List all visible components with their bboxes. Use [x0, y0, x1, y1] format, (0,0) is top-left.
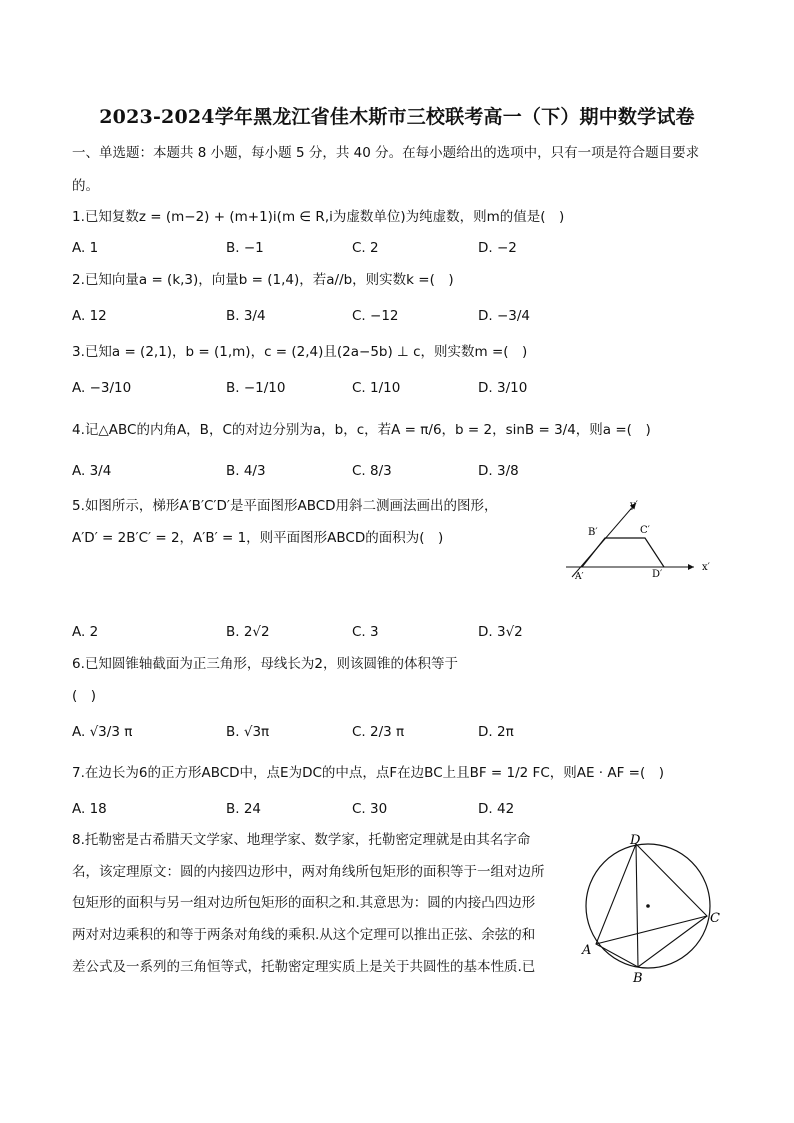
- question-5-stem: 5.如图所示，梯形A′B′C′D′是平面图形ABCD用斜二测画法画出的图形，: [72, 498, 498, 514]
- diagonal-ac: [596, 916, 707, 944]
- section-heading-cont: 的。: [72, 178, 99, 194]
- q6-option-a: A. √3/3 π: [72, 724, 133, 740]
- question-8-line-2: 名，该定理原文：圆的内接四边形中，两对角线所包矩形的面积等于一组对边所: [72, 864, 545, 880]
- question-5-stem-cont: A′D′ = 2B′C′ = 2，A′B′ = 1，则平面图形ABCD的面积为( ): [72, 530, 444, 546]
- q1-option-b: B. −1: [226, 240, 264, 256]
- quadrilateral: [596, 844, 707, 967]
- q1-option-a: A. 1: [72, 240, 99, 256]
- question-3-stem: 3.已知a = (2,1)，b = (1,m)，c = (2,4)且(2a−5b) ⊥ c，则实数m =( ): [72, 344, 528, 360]
- q2-option-b: B. 3/4: [226, 308, 266, 324]
- question-8-line-4: 两对对边乘积的和等于两条对角线的乘积.从这个定理可以推出正弦、余弦的和: [72, 927, 536, 943]
- q6-option-c: C. 2/3 π: [352, 724, 405, 740]
- q2-option-d: D. −3/4: [478, 308, 531, 324]
- q5-option-a: A. 2: [72, 624, 99, 640]
- q7-option-c: C. 30: [352, 801, 388, 817]
- q3-option-d: D. 3/10: [478, 380, 528, 396]
- page-title: 2023-2024学年黑龙江省佳木斯市三校联考高一（下）期中数学试卷: [99, 106, 695, 128]
- q7-option-a: A. 18: [72, 801, 107, 817]
- label-d: D: [630, 833, 641, 848]
- q6-option-d: D. 2π: [478, 724, 514, 740]
- q5-option-b: B. 2√2: [226, 624, 270, 640]
- q4-option-d: D. 3/8: [478, 463, 519, 479]
- section-heading: 一、单选题：本题共 8 小题，每小题 5 分，共 40 分。在每小题给出的选项中，只有一项是符合题目要求: [72, 145, 700, 161]
- q5-option-c: C. 3: [352, 624, 379, 640]
- label-x-prime: x′: [702, 562, 710, 573]
- q3-option-b: B. −1/10: [226, 380, 286, 396]
- q3-option-c: C. 1/10: [352, 380, 401, 396]
- q7-option-b: B. 24: [226, 801, 262, 817]
- q2-option-a: A. 12: [72, 308, 107, 324]
- label-c: C: [710, 911, 720, 926]
- question-8-line-3: 包矩形的面积与另一组对边所包矩形的面积之和.其意思为：圆的内接凸四边形: [72, 895, 536, 911]
- q5-option-d: D. 3√2: [478, 624, 523, 640]
- question-4-stem: 4.记△ABC的内角A，B，C的对边分别为a，b，c，若A = π/6，b = 2，sinB = 3/4，则a =( ): [72, 422, 651, 438]
- center-point: [646, 904, 650, 908]
- q4-option-b: B. 4/3: [226, 463, 266, 479]
- label-a-prime: A′: [575, 572, 584, 582]
- question-8-line-1: 8.托勒密是古希腊天文学家、地理学家、数学家，托勒密定理就是由其名字命: [72, 832, 531, 848]
- q7-option-d: D. 42: [478, 801, 515, 817]
- diagonal-db: [636, 844, 638, 967]
- q4-option-a: A. 3/4: [72, 463, 112, 479]
- q4-option-c: C. 8/3: [352, 463, 392, 479]
- q5-trapezoid-figure: [560, 495, 720, 585]
- label-y-prime: y′: [630, 500, 638, 511]
- question-6-stem: 6.已知圆锥轴截面为正三角形，母线长为2，则该圆锥的体积等于: [72, 656, 458, 672]
- q1-option-d: D. −2: [478, 240, 517, 256]
- question-7-stem: 7.在边长为6的正方形ABCD中，点E为DC的中点，点F在边BC上且BF = 1/2 FC，则AE · AF =( ): [72, 765, 665, 781]
- question-2-stem: 2.已知向量a = (k,3)，向量b = (1,4)，若a//b，则实数k =( ): [72, 272, 454, 288]
- label-d-prime: D′: [652, 569, 663, 580]
- q8-cyclic-quadrilateral-figure: [572, 832, 752, 987]
- label-b: B: [633, 971, 643, 986]
- q2-option-c: C. −12: [352, 308, 399, 324]
- trapezoid: [582, 538, 664, 567]
- q1-option-c: C. 2: [352, 240, 379, 256]
- label-c-prime: C′: [640, 525, 650, 536]
- question-8-line-5: 差公式及一系列的三角恒等式，托勒密定理实质上是关于共圆性的基本性质.已: [72, 959, 536, 975]
- label-b-prime: B′: [588, 527, 598, 538]
- question-1-text: 1.已知复数z = (m−2) + (m+1)i(m ∈ R,i为虚数单位)为纯虚数，则m的值是( ): [72, 209, 565, 225]
- question-1-stem: [72, 207, 564, 227]
- q6-option-b: B. √3π: [226, 724, 270, 740]
- label-a: A: [582, 943, 592, 958]
- q3-option-a: A. −3/10: [72, 380, 132, 396]
- question-6-stem-cont: ( ): [72, 688, 97, 704]
